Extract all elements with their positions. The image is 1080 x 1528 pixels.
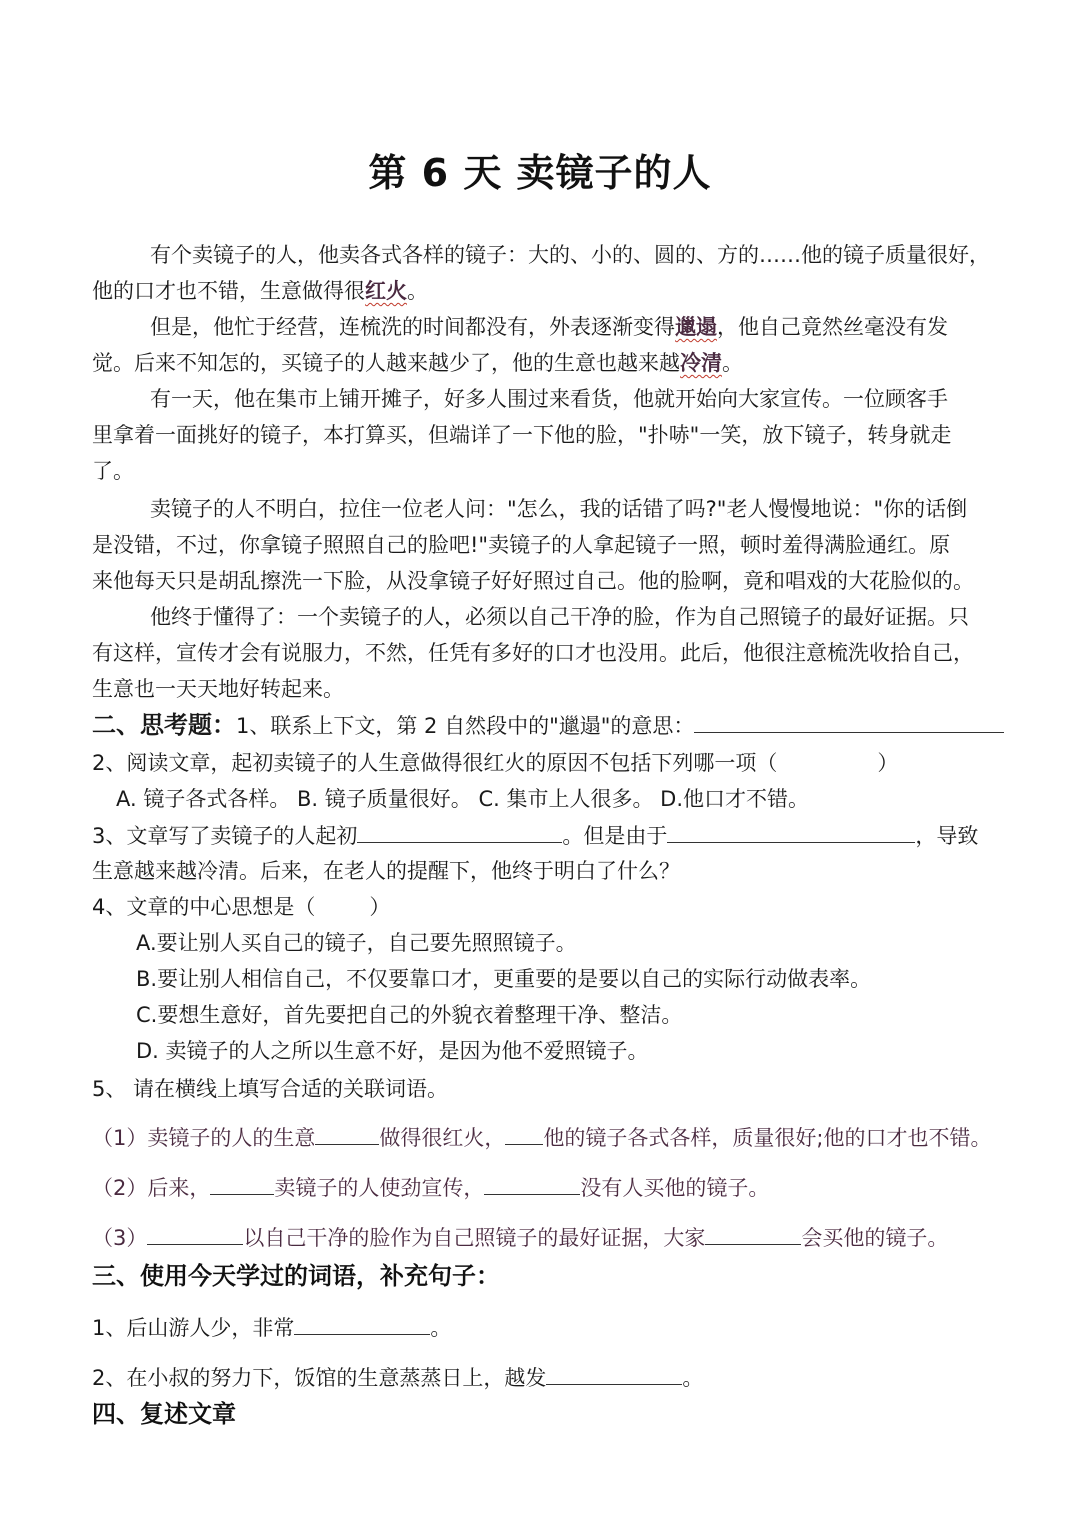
question-3 xyxy=(92,820,992,851)
question-text: 4、文章的中心思想是（ xyxy=(92,895,316,919)
story-line xyxy=(92,348,992,378)
question-text: （2）后来， xyxy=(92,1176,211,1200)
story-line: 来他每天只是胡乱擦洗一下脸，从没拿镜子好好照过自己。他的脸啊，竟和唱戏的大花脸似的。 xyxy=(92,569,974,593)
story-line xyxy=(150,312,992,342)
highlighted-word: 邋遢 xyxy=(675,315,717,339)
question-2-options: A. 镜子各式各样。 B. 镜子质量很好。 C. 集市上人很多。 D.他口才不错。 xyxy=(116,787,809,811)
answer-blank[interactable] xyxy=(484,1172,580,1195)
story-text: 。 xyxy=(722,351,743,375)
question-2 xyxy=(92,748,992,778)
story-text: 觉。后来不知怎的，买镜子的人越来越少了，他的生意也越来越 xyxy=(92,351,680,375)
question-3-line-2: 生意越来越冷清。后来，在老人的提醒下，他终于明白了什么？ xyxy=(92,859,680,883)
question-text: 卖镜子的人使劲宣传， xyxy=(274,1176,485,1200)
answer-blank[interactable] xyxy=(505,1122,543,1145)
story-line xyxy=(150,240,992,270)
question-4 xyxy=(92,892,992,922)
question-text: 以自己干净的脸作为自己照镜子的最好证据，大家 xyxy=(243,1226,706,1250)
question-text: ） xyxy=(369,895,391,919)
question-text: ） xyxy=(877,751,899,775)
answer-blank[interactable] xyxy=(315,1122,379,1145)
question-text: 没有人买他的镜子。 xyxy=(580,1176,770,1200)
question-text: 2、在小叔的努力下，饭馆的生意蒸蒸日上，越发 xyxy=(92,1366,547,1390)
question-5-3 xyxy=(92,1222,992,1253)
story-line: 卖镜子的人不明白，拉住一位老人问："怎么，我的话错了吗?"老人慢慢地说："你的话倒 xyxy=(150,497,968,521)
section-4-heading: 四、复述文章 xyxy=(92,1400,236,1428)
story-line: 了。 xyxy=(92,459,134,483)
question-text: 他的镜子各式各样，质量很好;他的口才也不错。 xyxy=(543,1126,992,1150)
sentence-1 xyxy=(92,1312,992,1343)
answer-blank[interactable] xyxy=(147,1222,243,1245)
story-line: 有一天，他在集市上铺开摊子，好多人围过来看货，他就开始向大家宣传。一位顾客手 xyxy=(150,387,948,411)
option-b: B.要让别人相信自己，不仅要靠口才，更重要的是要以自己的实际行动做表率。 xyxy=(136,967,872,991)
question-1 xyxy=(92,710,992,741)
highlighted-word: 冷清 xyxy=(680,351,722,375)
question-text: 做得很红火， xyxy=(379,1126,506,1150)
question-text: ，导致 xyxy=(915,824,979,848)
story-line: 是没错，不过，你拿镜子照照自己的脸吧!"卖镜子的人拿起镜子一照，顿时羞得满脸通红。原 xyxy=(92,533,951,557)
story-text: 有个卖镜子的人，他卖各式各样的镜子：大的、小的、圆的、方的……他的镜子质量很好， xyxy=(150,243,990,267)
highlighted-word: 红火 xyxy=(365,279,407,303)
question-text: 。 xyxy=(430,1316,452,1340)
section-3-heading: 三、使用今天学过的词语，补充句子： xyxy=(92,1262,500,1290)
story-line: 里拿着一面挑好的镜子，本打算买，但端详了一下他的脸，"扑哧"一笑，放下镜子，转身就走 xyxy=(92,423,952,447)
question-text: 会买他的镜子。 xyxy=(801,1226,949,1250)
option-a: A.要让别人买自己的镜子，自己要先照照镜子。 xyxy=(136,931,577,955)
question-5: 5、 请在横线上填写合适的关联词语。 xyxy=(92,1077,449,1101)
question-text: 1、后山游人少，非常 xyxy=(92,1316,295,1340)
story-line: 有这样，宣传才会有说服力，不然，任凭有多好的口才也没用。此后，他很注意梳洗收拾自己， xyxy=(92,641,974,665)
story-text: 但是，他忙于经营，连梳洗的时间都没有，外表逐渐变得 xyxy=(150,315,675,339)
question-text: 。但是由于 xyxy=(562,824,668,848)
answer-blank[interactable] xyxy=(546,1362,682,1385)
option-c: C.要想生意好，首先要把自己的外貌衣着整理干净、整洁。 xyxy=(136,1003,683,1027)
story-line: 他终于懂得了：一个卖镜子的人，必须以自己干净的脸，作为自己照镜子的最好证据。只 xyxy=(150,605,969,629)
question-text: 3、文章写了卖镜子的人起初 xyxy=(92,824,358,848)
question-text: 2、阅读文章，起初卖镜子的人生意做得很红火的原因不包括下列哪一项（ xyxy=(92,751,778,775)
story-line: 生意也一天天地好转起来。 xyxy=(92,677,344,701)
sentence-2 xyxy=(92,1362,992,1393)
question-text: 1、联系上下文，第 2 自然段中的"邋遢"的意思： xyxy=(236,714,695,738)
answer-blank[interactable] xyxy=(357,820,562,843)
question-text: （3） xyxy=(92,1226,148,1250)
answer-blank[interactable] xyxy=(694,710,1004,733)
answer-blank[interactable] xyxy=(294,1312,430,1335)
story-line xyxy=(92,276,992,306)
answer-blank[interactable] xyxy=(667,820,915,843)
page-title: 第 6 天 卖镜子的人 xyxy=(368,151,712,195)
question-text: 。 xyxy=(682,1366,704,1390)
question-text: （1）卖镜子的人的生意 xyxy=(92,1126,316,1150)
section-heading: 二、思考题： xyxy=(92,711,236,739)
answer-blank[interactable] xyxy=(210,1172,274,1195)
story-text: 他的口才也不错，生意做得很 xyxy=(92,279,365,303)
story-text: 。 xyxy=(407,279,428,303)
answer-blank[interactable] xyxy=(705,1222,801,1245)
story-text: ，他自己竟然丝毫没有发 xyxy=(717,315,948,339)
question-5-2 xyxy=(92,1172,992,1203)
option-d: D. 卖镜子的人之所以生意不好，是因为他不爱照镜子。 xyxy=(136,1039,649,1063)
question-5-1 xyxy=(92,1122,992,1153)
